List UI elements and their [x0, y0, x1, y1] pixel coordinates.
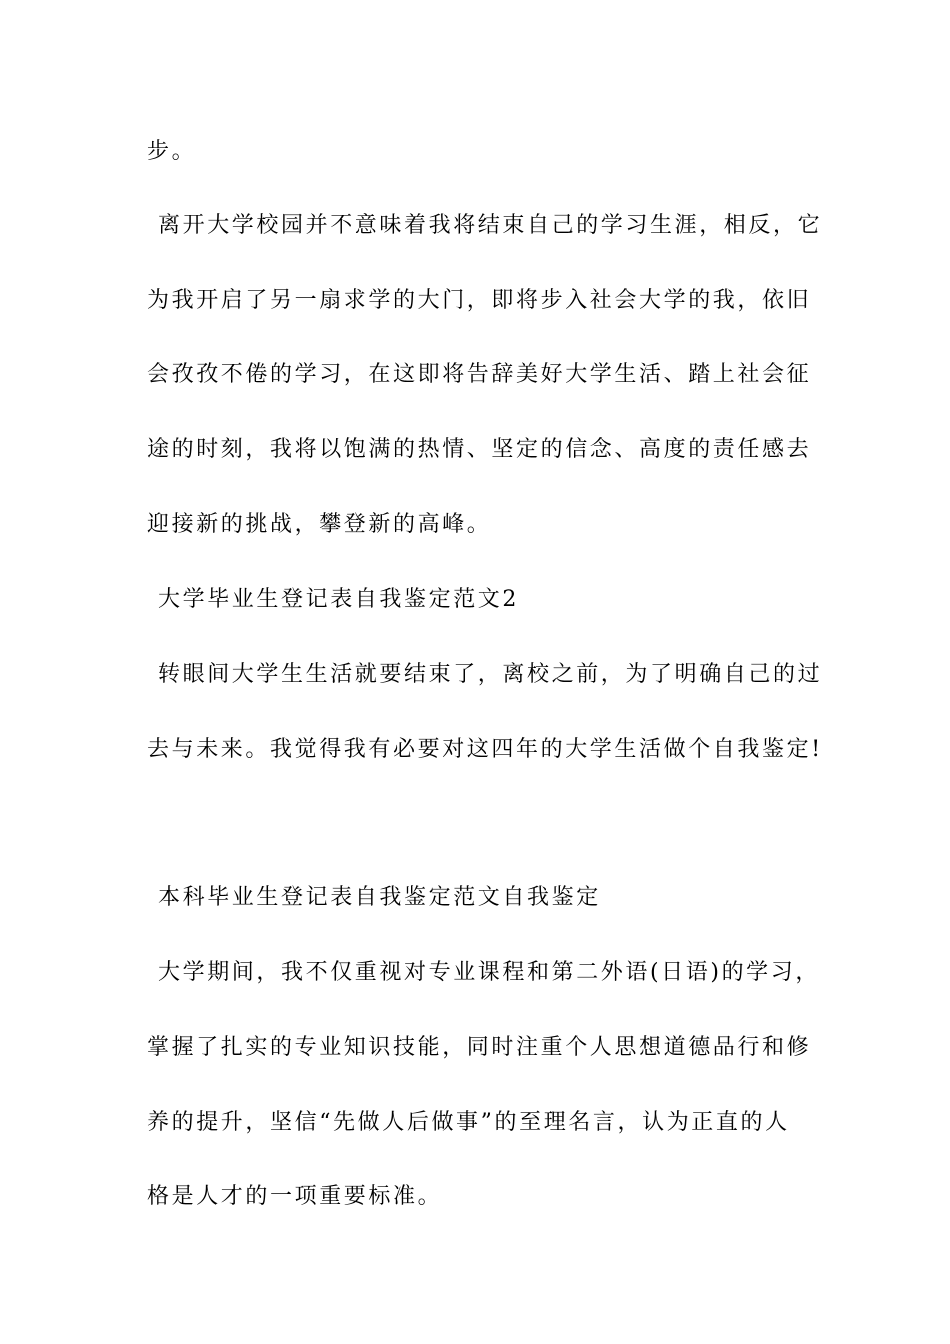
- section-heading: 本科毕业生登记表自我鉴定范文自我鉴定: [158, 885, 601, 910]
- text-line: 掌握了扎实的专业知识技能，同时注重个人思想道德品行和修: [147, 1035, 812, 1060]
- text-line: 会孜孜不倦的学习，在这即将告辞美好大学生活、踏上社会征: [147, 362, 812, 387]
- text-line: 格是人才的一项重要标准。: [147, 1184, 443, 1209]
- text-line: 养的提升，坚信“先做人后做事”的至理名言，认为正直的人: [147, 1110, 790, 1135]
- text-line: 转眼间大学生生活就要结束了，离校之前，为了明确自己的过: [158, 662, 823, 687]
- text-line: 大学期间，我不仅重视对专业课程和第二外语(日语)的学习，: [158, 960, 820, 985]
- text-line: 途的时刻，我将以饱满的热情、坚定的信念、高度的责任感去: [147, 437, 812, 462]
- text-line: 去与未来。我觉得我有必要对这四年的大学生活做个自我鉴定!: [147, 737, 823, 762]
- text-line: 离开大学校园并不意味着我将结束自己的学习生涯，相反，它: [158, 213, 823, 238]
- text-line: 迎接新的挑战，攀登新的高峰。: [147, 512, 492, 537]
- section-heading: 大学毕业生登记表自我鉴定范文2: [158, 587, 519, 612]
- text-line: 为我开启了另一扇求学的大门，即将步入社会大学的我，依旧: [147, 288, 812, 313]
- text-line: 步。: [147, 139, 197, 164]
